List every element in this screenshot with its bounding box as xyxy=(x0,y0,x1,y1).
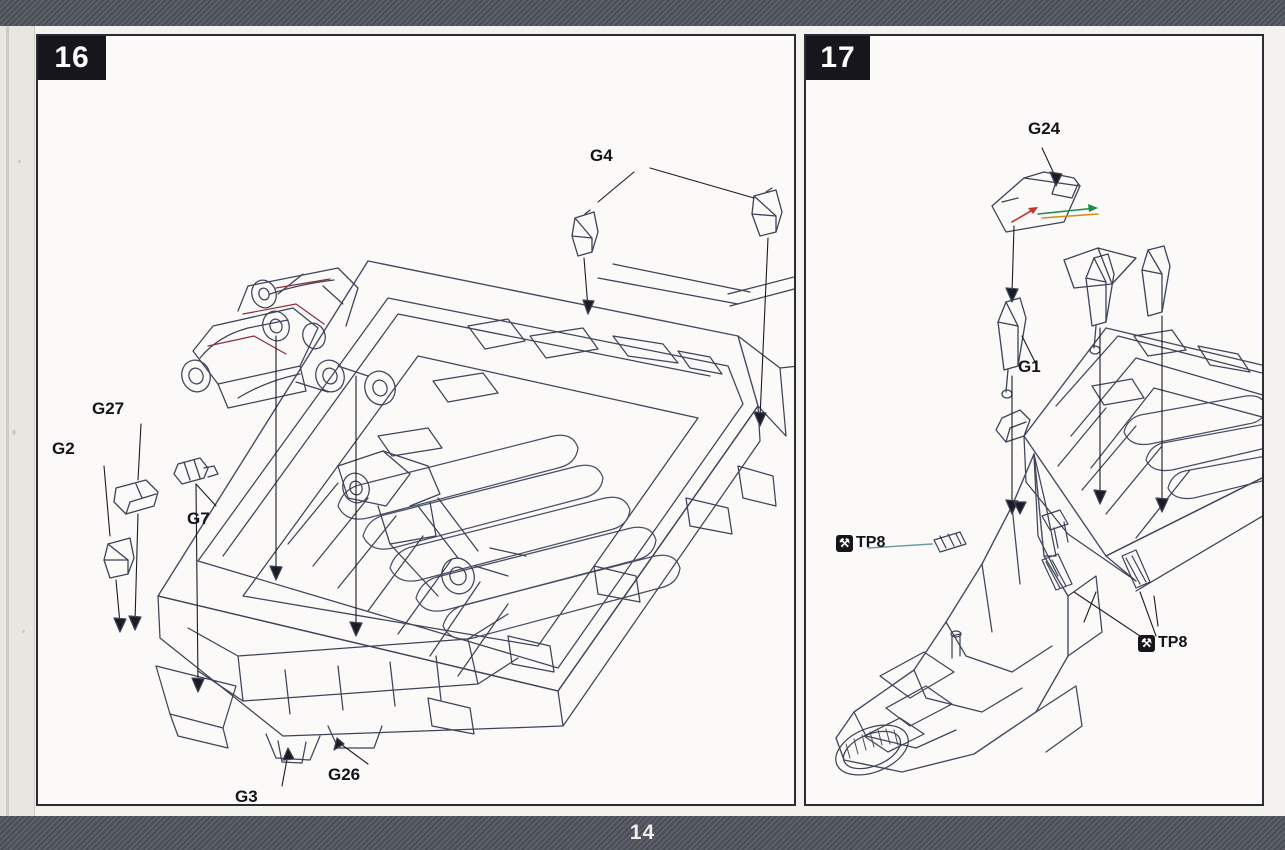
page-number: 14 xyxy=(629,821,656,844)
part-label-g24: G24 xyxy=(1028,119,1061,138)
scan-top-band xyxy=(0,0,1285,26)
part-label-g3: G3 xyxy=(235,787,258,806)
step-17-panel xyxy=(804,34,1264,806)
part-label-g26: G26 xyxy=(328,765,361,784)
tool-badge-label: TP8 xyxy=(1158,634,1188,651)
tool-badge-label: TP8 xyxy=(856,534,886,551)
part-label-g2: G2 xyxy=(52,439,75,458)
step-17-number: 17 xyxy=(806,36,870,80)
page-spine-shadow xyxy=(6,26,9,816)
tool-icon: ⚒ xyxy=(1138,635,1155,652)
part-label-g7: G7 xyxy=(187,509,210,528)
part-label-g27: G27 xyxy=(92,399,125,418)
part-label-g1: G1 xyxy=(1018,357,1041,376)
tool-badge-tp8-left xyxy=(836,534,885,552)
tool-badge-tp8-right xyxy=(1138,634,1187,652)
step-17-assembly-diagram xyxy=(806,36,1264,806)
step-16-number: 16 xyxy=(38,36,106,80)
tool-icon: ⚒ xyxy=(836,535,853,552)
step-16-panel xyxy=(36,34,796,806)
part-label-g4: G4 xyxy=(590,146,613,165)
step-16-assembly-diagram xyxy=(38,36,796,806)
